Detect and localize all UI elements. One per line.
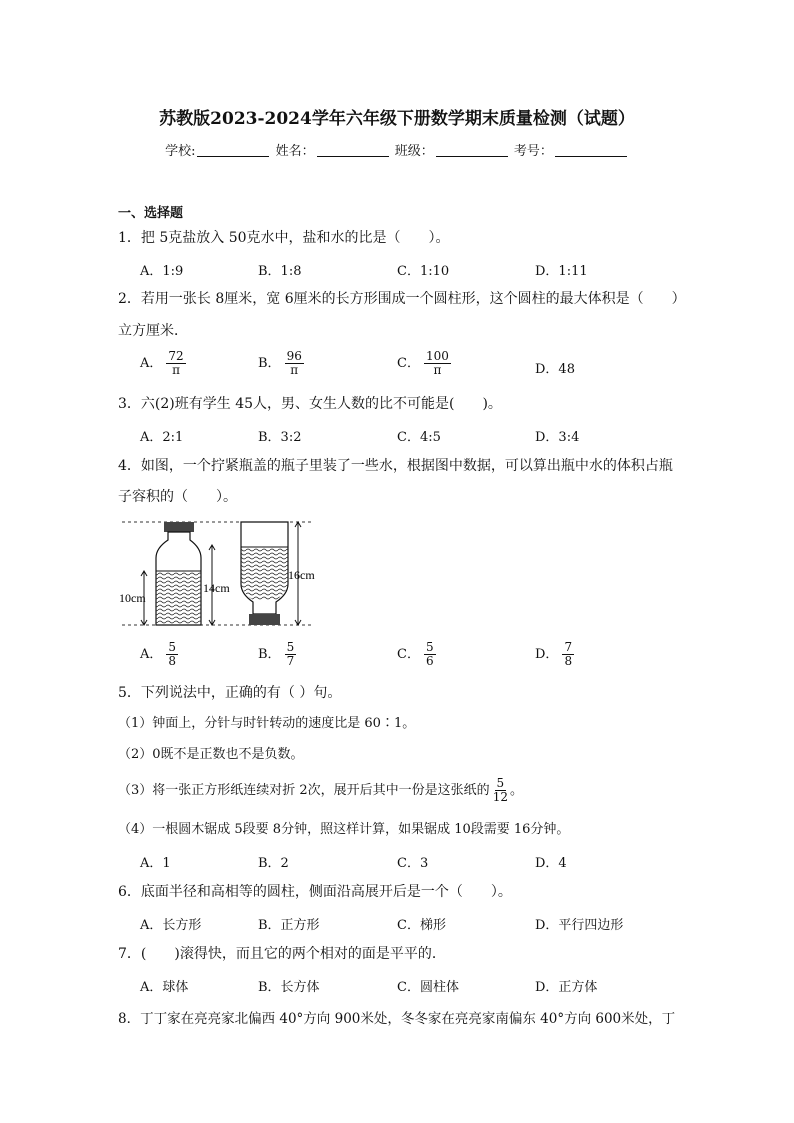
q4-option-a: A． $\frac{5}{8}$ <box>140 640 177 668</box>
school-label: 学校: <box>165 144 196 159</box>
question-4-line-1: 4．如图，一个拧紧瓶盖的瓶子里装了一些水，根据图中数据，可以算出瓶中水的体积占瓶 <box>118 458 673 474</box>
q5-option-b: B．2 <box>258 856 289 871</box>
question-6: 6．底面半径和高相等的圆柱，侧面沿高展开后是一个（ ）。 <box>118 884 512 900</box>
q7-option-b: B．长方体 <box>258 980 320 995</box>
q5-statement-3: （3）将一张正方形纸连续对折 2次，展开后其中一份是这张纸的 $\frac{5}{12}$ 。 <box>118 776 523 804</box>
question-2-line-2: 立方厘米． <box>118 323 188 339</box>
question-1: 1．把 5克盐放入 50克水中，盐和水的比是（ ）。 <box>118 230 450 246</box>
q5-option-a: A．1 <box>140 856 171 871</box>
q3-option-d: D．3:4 <box>535 430 580 445</box>
q5-option-d: D．4 <box>535 856 567 871</box>
q4-option-c: C． $\frac{5}{6}$ <box>397 640 434 668</box>
q1-option-a: A．1:9 <box>140 264 184 279</box>
q6-option-d: D．平行四边形 <box>535 918 624 933</box>
question-4-line-2: 子容积的（ ）。 <box>118 489 237 505</box>
question-2-line-1: 2．若用一张长 8厘米，宽 6厘米的长方形围成一个圆柱形，这个圆柱的最大体积是（ ） <box>118 291 686 307</box>
exam-number-label: 考号： <box>513 144 553 159</box>
class-label: 班级： <box>394 144 434 159</box>
name-label: 姓名： <box>275 144 315 159</box>
class-blank <box>436 144 508 157</box>
q7-option-a: A．球体 <box>140 980 189 995</box>
question-8: 8．丁丁家在亮亮家北偏西 40°方向 900米处，冬冬家在亮亮家南偏东 40°方向 600米处，丁 <box>118 1011 676 1027</box>
bottle-figure <box>118 516 328 632</box>
upright-bottle <box>156 522 201 625</box>
q3-option-c: C．4:5 <box>397 430 441 445</box>
q3-option-b: B．3:2 <box>258 430 302 445</box>
q7-option-d: D．正方体 <box>535 980 598 995</box>
q5-option-c: C．3 <box>397 856 429 871</box>
q5-statement-4: （4）一根圆木锯成 5段要 8分钟，照这样计算，如果锯成 10段需要 16分钟。 <box>118 822 570 837</box>
bottle-height-label: 14cm <box>203 581 230 595</box>
school-blank <box>197 144 269 157</box>
water-height-label: 10cm <box>119 591 146 605</box>
inverted-height-label: 16cm <box>288 568 315 582</box>
q2-option-a: A． $\frac{72}{\pi}$ <box>140 349 184 377</box>
name-blank <box>317 144 389 157</box>
q4-option-d: D． $\frac{7}{8}$ <box>535 640 573 668</box>
question-7: 7．( )滚得快，而且它的两个相对的面是平平的． <box>118 946 446 962</box>
q2-option-b: B． $\frac{96}{\pi}$ <box>258 349 302 377</box>
q4-option-b: B． $\frac{5}{7}$ <box>258 640 295 668</box>
q1-option-c: C．1:10 <box>397 264 450 279</box>
q6-option-c: C．梯形 <box>397 918 446 933</box>
q1-option-b: B．1:8 <box>258 264 302 279</box>
q7-option-c: C．圆柱体 <box>397 980 459 995</box>
q2-option-c: C． $\frac{100}{\pi}$ <box>397 349 449 377</box>
section-heading: 一、选择题 <box>118 206 184 221</box>
exam-number-blank <box>555 144 627 157</box>
q6-option-b: B．正方形 <box>258 918 320 933</box>
q1-option-d: D．1:11 <box>535 264 588 279</box>
q2-option-d: D．48 <box>535 362 575 377</box>
student-info-line <box>0 140 794 159</box>
q5-statement-2: （2）0既不是正数也不是负数。 <box>118 747 304 762</box>
inverted-bottle <box>241 522 288 625</box>
q3-option-a: A．2:1 <box>140 430 184 445</box>
question-3: 3．六(2)班有学生 45人，男、女生人数的比不可能是( )。 <box>118 396 502 412</box>
q5-statement-1: （1）钟面上，分针与时针转动的速度比是 60∶1。 <box>118 716 416 731</box>
question-5: 5．下列说法中，正确的有（ ）句。 <box>118 685 342 701</box>
page-title: 苏教版2023-2024学年六年级下册数学期末质量检测（试题） <box>159 109 635 129</box>
q6-option-a: A．长方形 <box>140 918 202 933</box>
